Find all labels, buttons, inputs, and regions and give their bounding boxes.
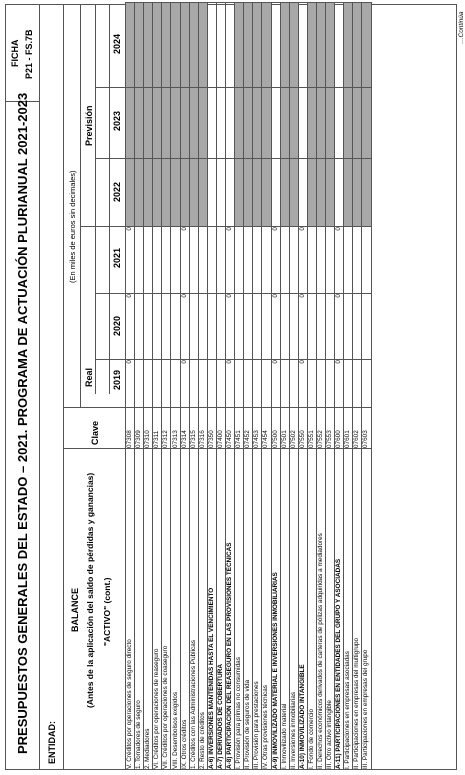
- row-label: II. Derechos económicos derivados de carteras de pólizas adquiridas a mediadores: [316, 449, 325, 770]
- value-2019: 0: [226, 360, 235, 408]
- table-row: [153, 3, 162, 770]
- value-2020: [362, 294, 371, 360]
- value-2020: 0: [180, 294, 189, 360]
- row-label: A-8) PARTICIPACIÓN DEL REASEGURO EN LAS PROVISIONES TÉCNICAS: [226, 449, 235, 770]
- row-code: 07313: [171, 408, 180, 449]
- table-row: [326, 3, 335, 770]
- ficha-code: P21 - FS.7B: [24, 29, 34, 79]
- value-2019: [280, 360, 289, 408]
- value-2021: [153, 227, 162, 294]
- row-label: 1. Créditos con las Administraciones Públicas: [189, 449, 198, 770]
- value-2023: [316, 88, 325, 159]
- table-row: [226, 3, 235, 770]
- value-2019: [244, 360, 253, 408]
- value-2023: [171, 88, 180, 159]
- table-row: [189, 3, 198, 770]
- value-2020: [344, 294, 353, 360]
- value-2024: [353, 3, 362, 88]
- value-2022: [207, 159, 216, 227]
- value-2021: [207, 227, 216, 294]
- table-row: [362, 3, 371, 770]
- row-label: III. Provisión para prestaciones: [253, 449, 262, 770]
- value-2019: [253, 360, 262, 408]
- value-2022: [216, 159, 225, 227]
- value-2022: [353, 159, 362, 227]
- value-2021: [253, 227, 262, 294]
- value-2020: [135, 294, 144, 360]
- value-2020: [198, 294, 207, 360]
- prevision-header: Previsión: [84, 105, 94, 146]
- value-2024: [307, 3, 316, 88]
- rule-real-split: [81, 226, 125, 227]
- form-frame: [5, 4, 465, 770]
- value-2023: [198, 88, 207, 159]
- table-row: [135, 3, 144, 770]
- value-2023: [335, 88, 344, 159]
- value-2023: [362, 88, 371, 159]
- year-2022: 2022: [112, 181, 122, 202]
- value-2020: [316, 294, 325, 360]
- ficha-label: FICHA: [10, 39, 20, 67]
- row-label: A-10) INMOVILIZADO INTANGIBLE: [298, 449, 307, 770]
- year-2023: 2023: [112, 110, 122, 131]
- value-2024: [280, 3, 289, 88]
- units-note: (En miles de euros sin decimales): [68, 170, 77, 283]
- value-2022: [307, 159, 316, 227]
- value-2021: 0: [298, 227, 307, 294]
- row-code: 07550: [298, 408, 307, 449]
- value-2023: [189, 88, 198, 159]
- value-2023: [298, 88, 307, 159]
- value-2021: [280, 227, 289, 294]
- table-row: [316, 3, 325, 770]
- value-2024: [244, 3, 253, 88]
- row-code: 07452: [244, 408, 253, 449]
- row-label: I. Fondo de comercio: [307, 449, 316, 770]
- rule-years: [109, 4, 110, 394]
- year-2021: 2021: [112, 247, 122, 268]
- value-2023: [289, 88, 298, 159]
- table-row: [171, 3, 180, 770]
- value-2020: [262, 294, 271, 360]
- row-label: II. Provisión de seguros de vida: [244, 449, 253, 770]
- value-2021: [162, 227, 171, 294]
- value-2020: 0: [226, 294, 235, 360]
- value-2020: 0: [335, 294, 344, 360]
- row-code: 07600: [335, 408, 344, 449]
- row-label: A-11) PARTICIPACIONES EN ENTIDADES DEL GRUPO Y ASOCIADAS: [335, 449, 344, 770]
- value-2020: [162, 294, 171, 360]
- value-2021: [326, 227, 335, 294]
- row-label: A-9) INMOVILIZADO MATERIAL E INVERSIONES INMOBILIARIAS: [271, 449, 280, 770]
- row-code: 07308: [126, 408, 135, 449]
- value-2023: [135, 88, 144, 159]
- value-2024: [298, 3, 307, 88]
- rule-top: [5, 4, 6, 770]
- value-2020: [289, 294, 298, 360]
- row-code: 07400: [216, 408, 225, 449]
- table-row: [162, 3, 171, 770]
- table-row: [271, 3, 280, 770]
- row-code: 07501: [280, 408, 289, 449]
- value-2019: [216, 360, 225, 408]
- value-2022: [235, 159, 244, 227]
- value-2020: 0: [298, 294, 307, 360]
- row-code: 07451: [235, 408, 244, 449]
- value-2024: [253, 3, 262, 88]
- value-2024: [162, 3, 171, 88]
- rule-year-2020: [95, 293, 125, 294]
- table-row: [307, 3, 316, 770]
- rule-year-2019: [95, 359, 125, 360]
- row-label: VII. Créditos por operaciones de coaseguro: [162, 449, 171, 770]
- value-2019: 0: [298, 360, 307, 408]
- value-2024: [207, 3, 216, 88]
- row-label: I. Inmovilizado material: [280, 449, 289, 770]
- value-2024: [362, 3, 371, 88]
- row-code: 07316: [198, 408, 207, 449]
- value-2019: [344, 360, 353, 408]
- value-2020: [280, 294, 289, 360]
- rule-under-title: [39, 4, 40, 770]
- value-2020: [244, 294, 253, 360]
- value-2024: [135, 3, 144, 88]
- value-2024: [271, 3, 280, 88]
- value-2019: [235, 360, 244, 408]
- table-row: [144, 3, 153, 770]
- value-2022: [262, 159, 271, 227]
- rule-clave-left: [63, 448, 125, 449]
- value-2022: [298, 159, 307, 227]
- value-2021: 0: [180, 227, 189, 294]
- row-code: 07312: [162, 408, 171, 449]
- value-2021: 0: [335, 227, 344, 294]
- value-2022: [271, 159, 280, 227]
- value-2020: [171, 294, 180, 360]
- value-2024: [344, 3, 353, 88]
- value-2024: [262, 3, 271, 88]
- year-2019: 2019: [112, 369, 122, 390]
- value-2022: [226, 159, 235, 227]
- value-2021: 0: [226, 227, 235, 294]
- rule-under-entidad: [63, 4, 64, 770]
- row-label: VI. Créditos por operaciones de reaseguro: [153, 449, 162, 770]
- value-2020: 0: [271, 294, 280, 360]
- row-code: 07602: [353, 408, 362, 449]
- value-2020: [326, 294, 335, 360]
- row-code: 07553: [326, 408, 335, 449]
- row-label: III. Participaciones en empresas del grupo: [362, 449, 371, 770]
- value-2021: [235, 227, 244, 294]
- rule-year-2022: [95, 158, 125, 159]
- value-2024: [316, 3, 325, 88]
- section-title: BALANCE: [70, 588, 80, 632]
- row-label: V. Créditos por operaciones de seguro directo: [126, 449, 135, 770]
- value-2024: [226, 3, 235, 88]
- value-2022: [280, 159, 289, 227]
- value-2022: [362, 159, 371, 227]
- value-2024: [180, 3, 189, 88]
- table-row: [198, 3, 207, 770]
- row-code: 07454: [262, 408, 271, 449]
- value-2019: 0: [126, 360, 135, 408]
- row-label: 2. Mediadores: [144, 449, 153, 770]
- value-2022: [344, 159, 353, 227]
- value-2020: [353, 294, 362, 360]
- table-row: [262, 3, 271, 770]
- value-2024: [216, 3, 225, 88]
- value-2023: [271, 88, 280, 159]
- real-header: Real: [84, 367, 94, 387]
- row-label: 1. Tomadores de seguro: [135, 449, 144, 770]
- value-2024: [198, 3, 207, 88]
- value-2019: [289, 360, 298, 408]
- value-2024: [289, 3, 298, 88]
- value-2021: [289, 227, 298, 294]
- page-title: PRESUPUESTOS GENERALES DEL ESTADO – 2021. PROGRAMA DE ACTUACIÓN PLURIANUAL 2021-2023: [15, 92, 30, 754]
- row-code: 07603: [362, 408, 371, 449]
- value-2024: [144, 3, 153, 88]
- value-2019: [171, 360, 180, 408]
- value-2021: [198, 227, 207, 294]
- value-2023: [126, 88, 135, 159]
- row-code: 07314: [180, 408, 189, 449]
- value-2022: [135, 159, 144, 227]
- row-label: II. Participaciones en empresas del multigrupo: [353, 449, 362, 770]
- value-2019: [362, 360, 371, 408]
- table-row: [353, 3, 362, 770]
- value-2024: [126, 3, 135, 88]
- value-2021: 0: [271, 227, 280, 294]
- rule-clave-right: [63, 407, 125, 408]
- value-2020: [235, 294, 244, 360]
- value-2019: [189, 360, 198, 408]
- rule-year-2023: [95, 87, 125, 88]
- value-2023: [307, 88, 316, 159]
- value-2024: [153, 3, 162, 88]
- value-2019: 0: [180, 360, 189, 408]
- value-2023: [207, 88, 216, 159]
- value-2022: [244, 159, 253, 227]
- table-row: [344, 3, 353, 770]
- value-2022: [171, 159, 180, 227]
- table-row: [335, 3, 344, 770]
- value-2021: 0: [126, 227, 135, 294]
- value-2022: [316, 159, 325, 227]
- table-row: [207, 3, 216, 770]
- table-row: [298, 3, 307, 770]
- value-2021: [316, 227, 325, 294]
- value-2023: [244, 88, 253, 159]
- value-2024: [189, 3, 198, 88]
- year-2020: 2020: [112, 315, 122, 336]
- value-2019: [307, 360, 316, 408]
- value-2023: [226, 88, 235, 159]
- value-2023: [162, 88, 171, 159]
- value-2021: [135, 227, 144, 294]
- row-label: A-6) INVERSIONES MANTENIDAS HASTA EL VENCIMIENTO: [207, 449, 216, 770]
- value-2024: [171, 3, 180, 88]
- value-2019: [207, 360, 216, 408]
- value-2022: [162, 159, 171, 227]
- section-subtitle: (Antes de la aplicación del saldo de pérdidas y ganancias): [85, 472, 95, 708]
- row-label: II. Inversiones inmobiliarias: [289, 449, 298, 770]
- value-2023: [344, 88, 353, 159]
- value-2022: [153, 159, 162, 227]
- value-2019: [162, 360, 171, 408]
- table-row: [244, 3, 253, 770]
- value-2022: [253, 159, 262, 227]
- row-label: 2. Resto de créditos: [198, 449, 207, 770]
- row-code: 07601: [344, 408, 353, 449]
- row-code: 07350: [207, 408, 216, 449]
- value-2023: [235, 88, 244, 159]
- row-label: IX. Otros créditos: [180, 449, 189, 770]
- value-2020: [216, 294, 225, 360]
- value-2021: [189, 227, 198, 294]
- value-2019: [353, 360, 362, 408]
- value-2023: [262, 88, 271, 159]
- value-2024: [235, 3, 244, 88]
- row-label: IV. Otras provisiones técnicas: [262, 449, 271, 770]
- row-code: 07453: [253, 408, 262, 449]
- continue-note: …Continúa: [458, 11, 465, 44]
- value-2022: [326, 159, 335, 227]
- value-2019: 0: [335, 360, 344, 408]
- value-2019: [198, 360, 207, 408]
- value-2021: [353, 227, 362, 294]
- value-2019: [135, 360, 144, 408]
- value-2021: [262, 227, 271, 294]
- table-row: [235, 3, 244, 770]
- value-2023: [180, 88, 189, 159]
- value-2022: [126, 159, 135, 227]
- value-2021: [362, 227, 371, 294]
- value-2021: [216, 227, 225, 294]
- value-2022: [144, 159, 153, 227]
- value-2022: [180, 159, 189, 227]
- row-label: VIII. Desembolsos exigidos: [171, 449, 180, 770]
- value-2021: [171, 227, 180, 294]
- value-2023: [253, 88, 262, 159]
- value-2022: [198, 159, 207, 227]
- value-2020: [144, 294, 153, 360]
- value-2021: [144, 227, 153, 294]
- rule-units: [80, 4, 81, 408]
- value-2021: [307, 227, 316, 294]
- row-label: III. Otro activo intangible: [326, 449, 335, 770]
- value-2020: [253, 294, 262, 360]
- row-code: 07450: [226, 408, 235, 449]
- section-caption: "ACTIVO" (cont.): [102, 577, 112, 646]
- clave-header: Clave: [90, 420, 100, 445]
- entidad-label: ENTIDAD:: [47, 721, 57, 764]
- row-code: 07500: [271, 408, 280, 449]
- table-row: [126, 3, 135, 770]
- row-code: 07311: [153, 408, 162, 449]
- table-row: [280, 3, 289, 770]
- table-row: [216, 3, 225, 770]
- value-2023: [280, 88, 289, 159]
- row-code: 07315: [189, 408, 198, 449]
- value-2020: 0: [126, 294, 135, 360]
- table-row: [289, 3, 298, 770]
- value-2019: [326, 360, 335, 408]
- row-code: 07551: [307, 408, 316, 449]
- row-code: 07309: [135, 408, 144, 449]
- value-2020: [207, 294, 216, 360]
- value-2021: [344, 227, 353, 294]
- value-2021: [244, 227, 253, 294]
- row-code: 07310: [144, 408, 153, 449]
- row-label: I. Participaciones en empresas asociadas: [344, 449, 353, 770]
- value-2020: [189, 294, 198, 360]
- value-2019: [153, 360, 162, 408]
- value-2023: [353, 88, 362, 159]
- value-2019: [262, 360, 271, 408]
- value-2019: 0: [271, 360, 280, 408]
- value-2019: [144, 360, 153, 408]
- value-2022: [335, 159, 344, 227]
- value-2019: [316, 360, 325, 408]
- value-2023: [144, 88, 153, 159]
- value-2020: [153, 294, 162, 360]
- rule-bottom: [456, 4, 457, 770]
- row-label: A-7) DERIVADOS DE COBERTURA: [216, 449, 225, 770]
- value-2022: [289, 159, 298, 227]
- value-2023: [153, 88, 162, 159]
- table-row: [253, 3, 262, 770]
- year-2024: 2024: [112, 33, 122, 54]
- value-2024: [335, 3, 344, 88]
- value-2023: [216, 88, 225, 159]
- row-label: I. Provisión para primas no consumidas: [235, 449, 244, 770]
- table-row: [180, 3, 189, 770]
- value-2023: [326, 88, 335, 159]
- rule-real-prevision: [95, 4, 96, 394]
- row-code: 07552: [316, 408, 325, 449]
- row-code: 07502: [289, 408, 298, 449]
- value-2022: [189, 159, 198, 227]
- balance-table: [125, 2, 372, 770]
- value-2024: [326, 3, 335, 88]
- value-2020: [307, 294, 316, 360]
